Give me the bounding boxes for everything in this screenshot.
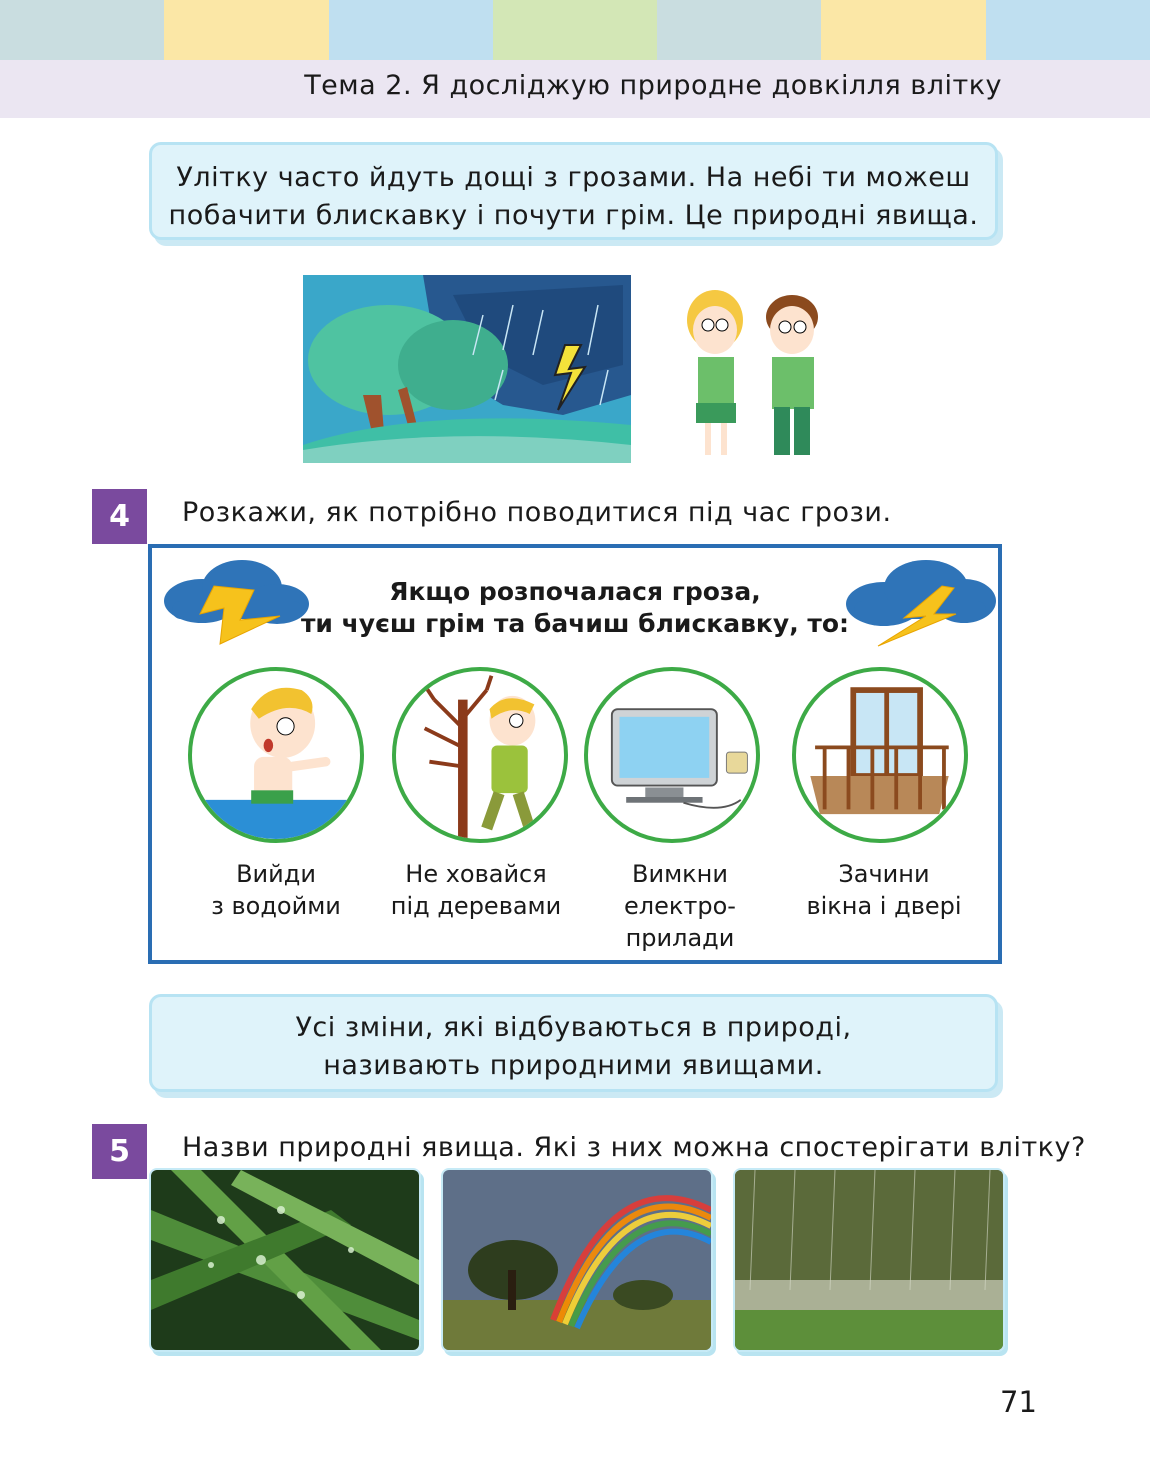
task-number-badge: 5 bbox=[92, 1124, 147, 1179]
definition-box bbox=[149, 994, 998, 1092]
summer-rain-photo bbox=[733, 1168, 1005, 1352]
rule-caption bbox=[580, 858, 780, 954]
dew-photo bbox=[149, 1168, 421, 1352]
caption-line: Вимкни bbox=[632, 860, 728, 888]
task-instruction: Розкажи, як потрібно поводитися під час грози. bbox=[182, 497, 892, 528]
topic-title: Тема 2. Я досліджую природне довкілля влітку bbox=[304, 70, 1002, 101]
stripe bbox=[821, 0, 985, 60]
stripe bbox=[164, 0, 328, 60]
frame-title bbox=[240, 576, 910, 640]
caption-line: з водойми bbox=[211, 892, 341, 920]
caption-line: вікна і двері bbox=[806, 892, 962, 920]
stripe bbox=[0, 0, 164, 60]
intro-line: Улітку часто йдуть дощі з грозами. На небі ти можеш bbox=[176, 162, 971, 193]
definition-line: називають природними явищами. bbox=[323, 1050, 824, 1081]
rule-caption bbox=[376, 858, 576, 922]
task-number-badge: 4 bbox=[92, 489, 147, 544]
definition-line: Усі зміни, які відбуваються в природі, bbox=[295, 1012, 852, 1043]
task-instruction: Назви природні явища. Які з них можна спостерігати влітку? bbox=[182, 1132, 1086, 1163]
window-balcony-icon bbox=[792, 667, 968, 843]
caption-line: електро- bbox=[624, 892, 736, 920]
header-color-stripes bbox=[0, 0, 1150, 60]
child-in-water-icon bbox=[188, 667, 364, 843]
storm-illustration bbox=[303, 275, 631, 463]
intro-info-box bbox=[149, 142, 998, 240]
stripe bbox=[986, 0, 1150, 60]
stripe bbox=[329, 0, 493, 60]
rule-caption bbox=[784, 858, 984, 922]
intro-line: побачити блискавку і почути грім. Це природні явища. bbox=[168, 200, 979, 231]
caption-line: прилади bbox=[625, 924, 735, 952]
caption-line: під деревами bbox=[390, 892, 562, 920]
caption-line: Зачини bbox=[838, 860, 930, 888]
scared-kids-illustration bbox=[660, 275, 847, 463]
frame-title-line: Якщо розпочалася гроза, bbox=[389, 577, 761, 606]
tv-unplugged-icon bbox=[584, 667, 760, 843]
rainbow-photo bbox=[441, 1168, 713, 1352]
rule-caption bbox=[176, 858, 376, 922]
page-number: 71 bbox=[1000, 1385, 1037, 1419]
frame-title-line: ти чуєш грім та бачиш блискавку, то: bbox=[300, 609, 850, 638]
child-near-tree-icon bbox=[392, 667, 568, 843]
caption-line: Не ховайся bbox=[405, 860, 547, 888]
stripe bbox=[493, 0, 657, 60]
stripe bbox=[657, 0, 821, 60]
caption-line: Вийди bbox=[236, 860, 316, 888]
